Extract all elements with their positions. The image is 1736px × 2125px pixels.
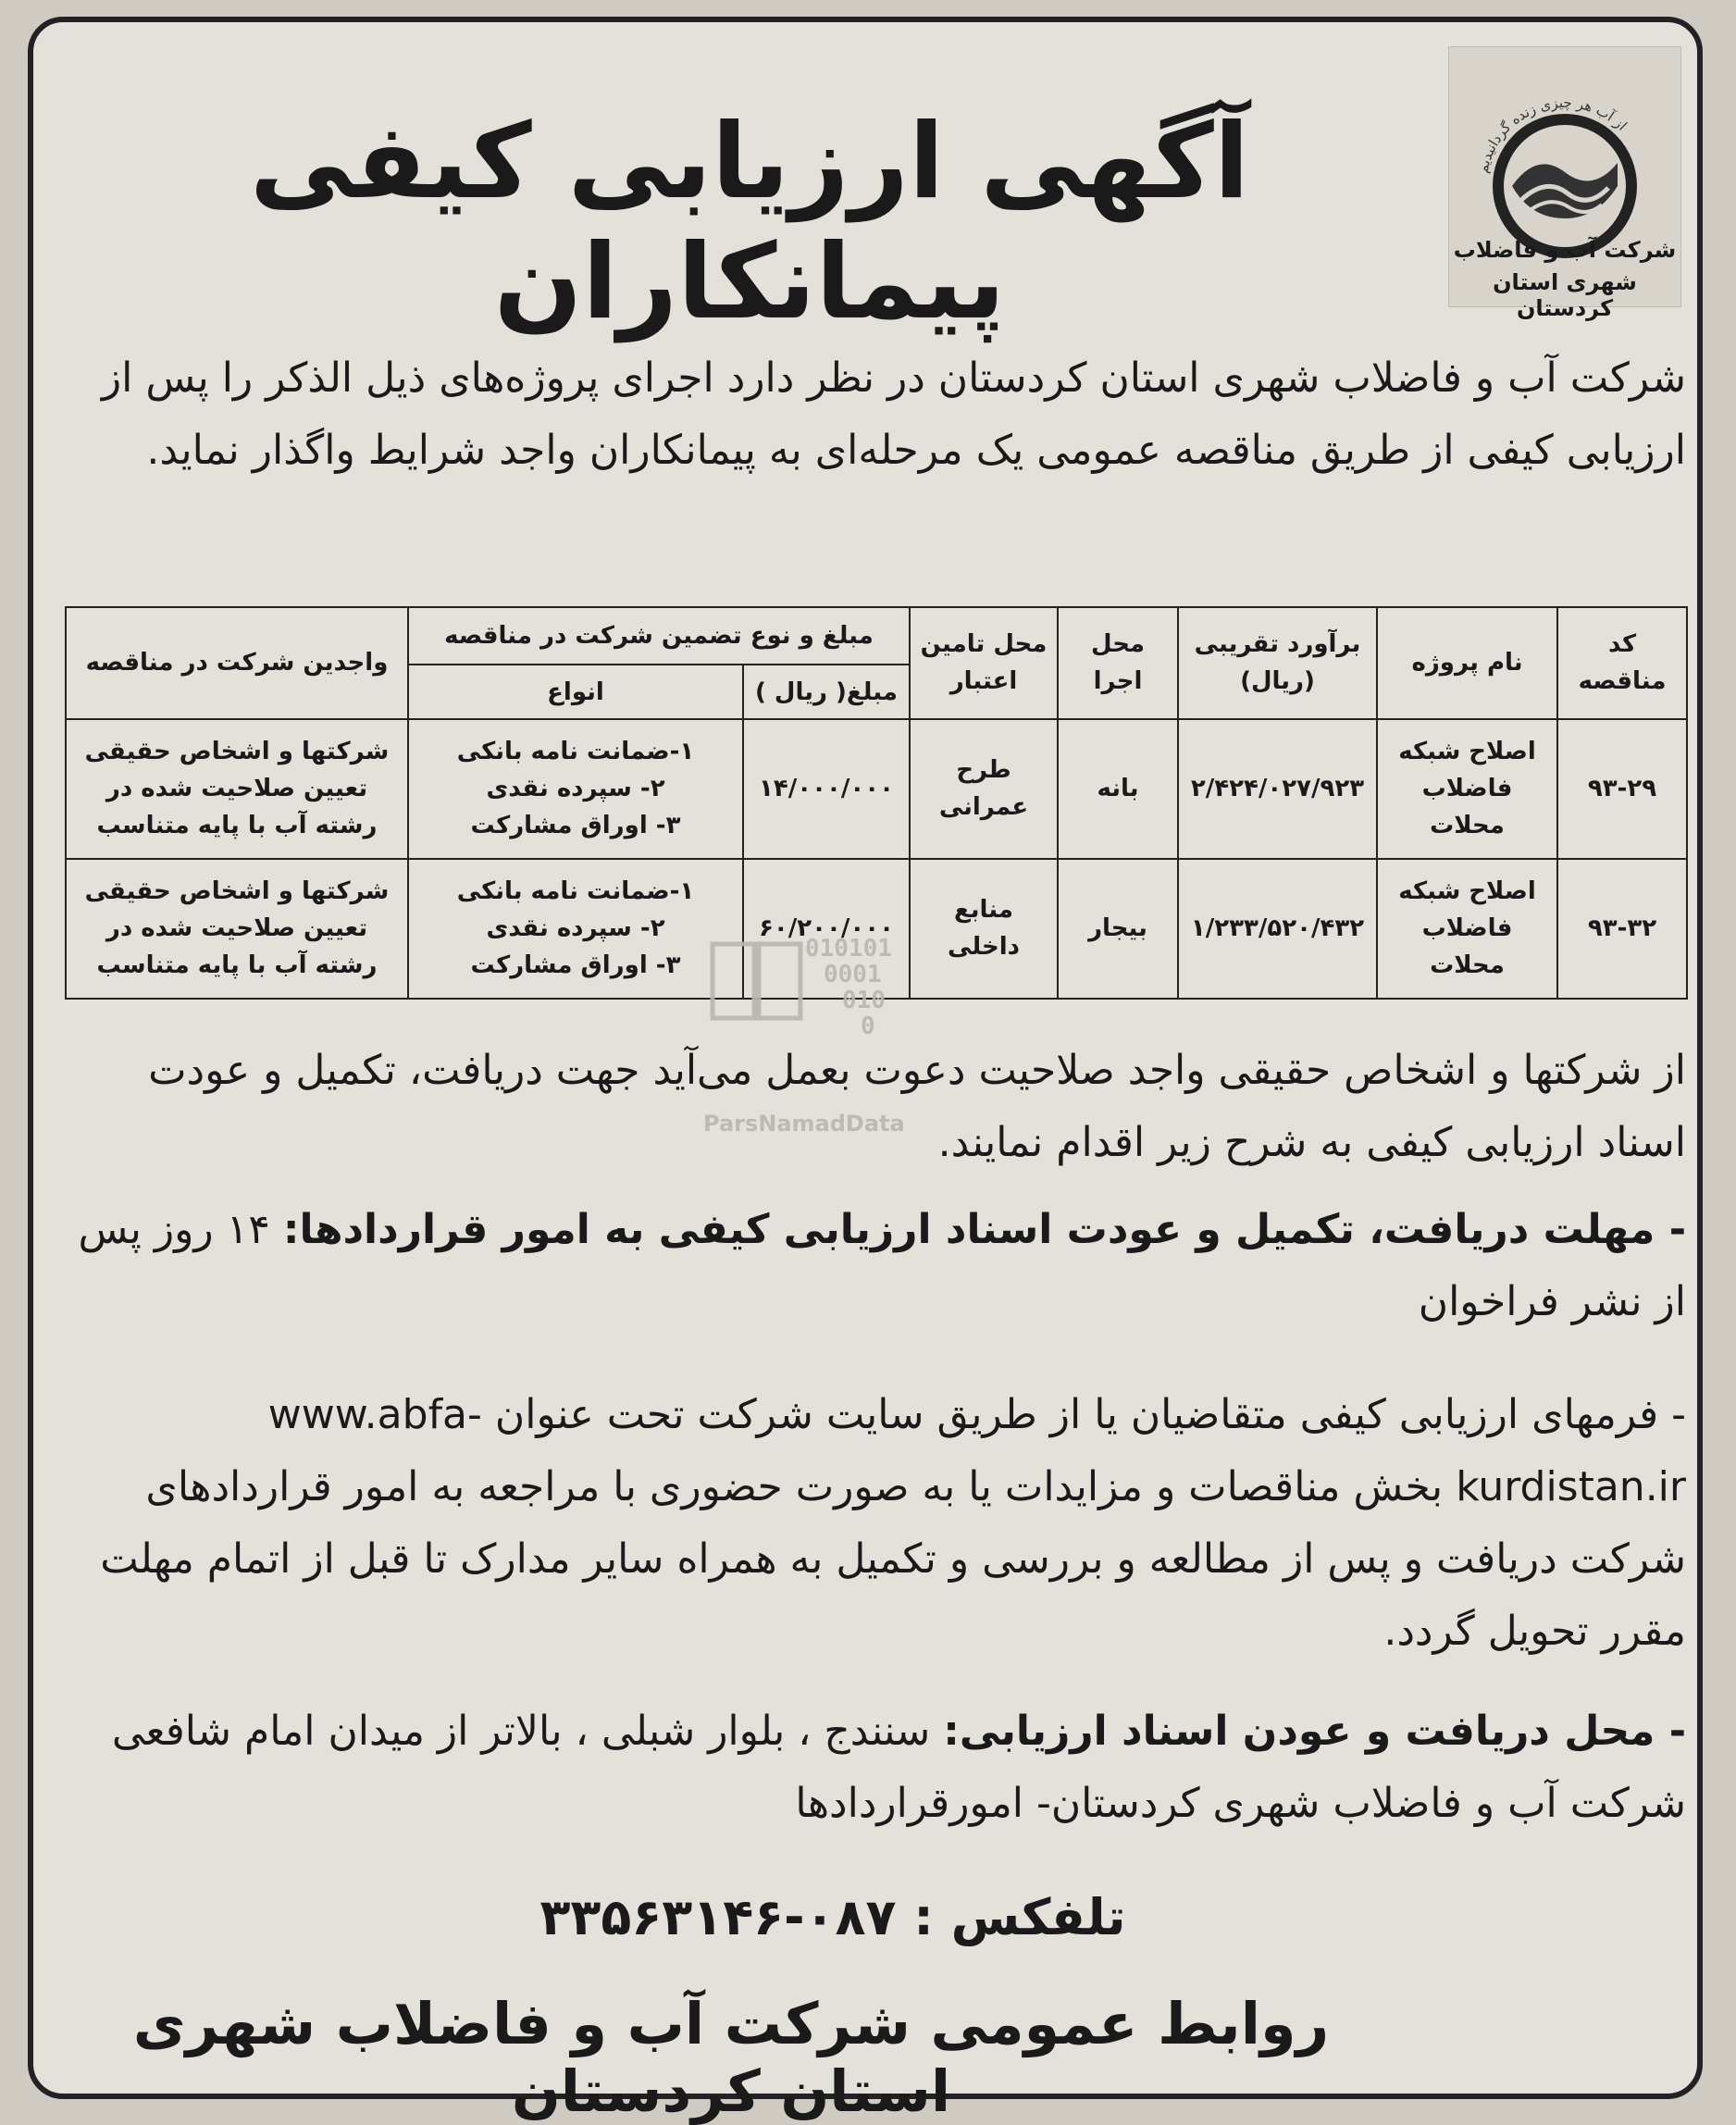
cell-code: ۹۳-۲۹: [1557, 719, 1687, 859]
fax-number: ۰۸۷-۳۳۵۶۳۱۴۶: [539, 1888, 897, 1946]
cell-project: اصلاح شبکه فاضلاب محلات: [1377, 719, 1557, 859]
watermark-binary-1: 010101: [805, 935, 892, 963]
water-drop-logo-icon: [1449, 47, 1680, 306]
type-bonds: ۳- اوراق مشارکت: [470, 812, 681, 840]
type-bank-guarantee: ۱-ضمانت نامه بانکی: [456, 877, 695, 906]
header-guarantee-group: مبلغ و نوع تضمین شرکت در مناقصه: [408, 607, 910, 665]
header-eligible: واجدین شرکت در مناقصه: [66, 607, 408, 719]
header-amount: مبلغ( ریال ): [743, 665, 910, 718]
cell-eligible: شرکتها و اشخاص حقیقی تعیین صلاحیت شده در رشته آب با پایه متناسب: [66, 859, 408, 999]
cell-amount: ۱۴/۰۰۰/۰۰۰: [743, 719, 910, 859]
cell-estimate: ۲/۴۲۴/۰۲۷/۹۲۳: [1178, 719, 1377, 859]
type-bank-guarantee: ۱-ضمانت نامه بانکی: [456, 738, 695, 766]
logo-org-line1: شرکت آب و فاضلاب: [1453, 237, 1677, 263]
website-link[interactable]: www.abfa-kurdistan.ir: [267, 1391, 1686, 1510]
cell-location: بانه: [1058, 719, 1178, 859]
cell-location: بیجار: [1058, 859, 1178, 999]
header-estimate: برآورد تقریبی (ریال): [1178, 607, 1377, 719]
cell-funding: طرح عمرانی: [910, 719, 1058, 859]
logo-org-line2: شهری استان کردستان: [1493, 269, 1637, 321]
type-bonds: ۳- اوراق مشارکت: [470, 951, 681, 980]
cell-estimate: ۱/۲۳۳/۵۲۰/۴۳۲: [1178, 859, 1377, 999]
header-code: کد مناقصه: [1557, 607, 1687, 719]
watermark-binary-3: 010: [842, 987, 886, 1014]
forms-text-2: بخش مناقصات و مزایدات یا به صورت حضوری با مراجعه به امور قراردادهای شرکت دریافت و پس از مطالعه و بررسی و تکمیل به همراه سایر مدارک تا قبل از اتمام مهلت مقرر تحویل گردد.: [100, 1463, 1686, 1655]
cell-funding: منابع داخلی: [910, 859, 1058, 999]
forms-text-1: - فرمهای ارزیابی کیفی متقاضیان یا از طریق سایت شرکت تحت عنوان: [494, 1391, 1686, 1438]
table-row: [66, 719, 1687, 859]
fax-line: [370, 1888, 1296, 1946]
intro-paragraph: شرکت آب و فاضلاب شهری استان کردستان در نظر دارد اجرای پروژه‌های ذیل الذکر را پس از ارزیابی کیفی از طریق مناقصه عمومی یک مرحله‌ای به پیمانکاران واجد شرایط واگذار نماید.: [101, 354, 1686, 474]
cell-project: اصلاح شبکه فاضلاب محلات: [1377, 859, 1557, 999]
header-location: محل اجرا: [1058, 607, 1178, 719]
watermark-book-icon: [703, 926, 814, 1037]
header-types: انواع: [408, 665, 743, 718]
address-paragraph: [57, 1696, 1686, 1840]
deadline-label: - مهلت دریافت، تکمیل و عودت اسناد ارزیابی کیفی به امور قراردادها:: [282, 1206, 1686, 1253]
type-cash-deposit: ۲- سپرده نقدی: [486, 775, 665, 803]
forms-paragraph: [57, 1379, 1686, 1668]
watermark-binary-2: 0001: [824, 961, 882, 988]
cell-types: [408, 719, 743, 859]
invite-paragraph: از شرکتها و اشخاص حقیقی واجد صلاحیت دعوت بعمل می‌آید جهت دریافت، تکمیل و عودت اسناد ارزیابی کیفی به شرح زیر اقدام نمایند.: [148, 1047, 1686, 1166]
fax-label: تلفکس :: [913, 1888, 1126, 1946]
logo-arc-text: از آب هر چیزی زنده گردانیدیم: [1474, 93, 1631, 175]
address-value: سنندج ، بلوار شبلی ، بالاتر از میدان امام شافعی شرکت آب و فاضلاب شهری کردستان- امورقراردادها: [111, 1708, 1686, 1827]
table-header-row: [66, 607, 1687, 665]
cell-amount: ۶۰/۲۰۰/۰۰۰: [743, 859, 910, 999]
address-label: - محل دریافت و عودن اسناد ارزیابی:: [943, 1708, 1686, 1755]
header-project: نام پروژه: [1377, 607, 1557, 719]
company-logo: [1448, 46, 1681, 321]
page-title: آگهی ارزیابی کیفی پیمانکاران: [249, 102, 1250, 342]
deadline-value: ۱۴ روز پس از نشر فراخوان: [78, 1206, 1686, 1325]
type-cash-deposit: ۲- سپرده نقدی: [486, 914, 665, 943]
header-funding: محل تامین اعتبار: [910, 607, 1058, 719]
cell-eligible: شرکتها و اشخاص حقیقی تعیین صلاحیت شده در رشته آب با پایه متناسب: [66, 719, 408, 859]
watermark-binary-4: 0: [861, 1013, 875, 1040]
cell-code: ۹۳-۳۲: [1557, 859, 1687, 999]
deadline-paragraph: [57, 1194, 1686, 1338]
footer-signature: روابط عمومی شرکت آب و فاضلاب شهری استان کردستان: [132, 1990, 1330, 2125]
watermark-brand: ParsNamadData: [703, 1111, 905, 1137]
